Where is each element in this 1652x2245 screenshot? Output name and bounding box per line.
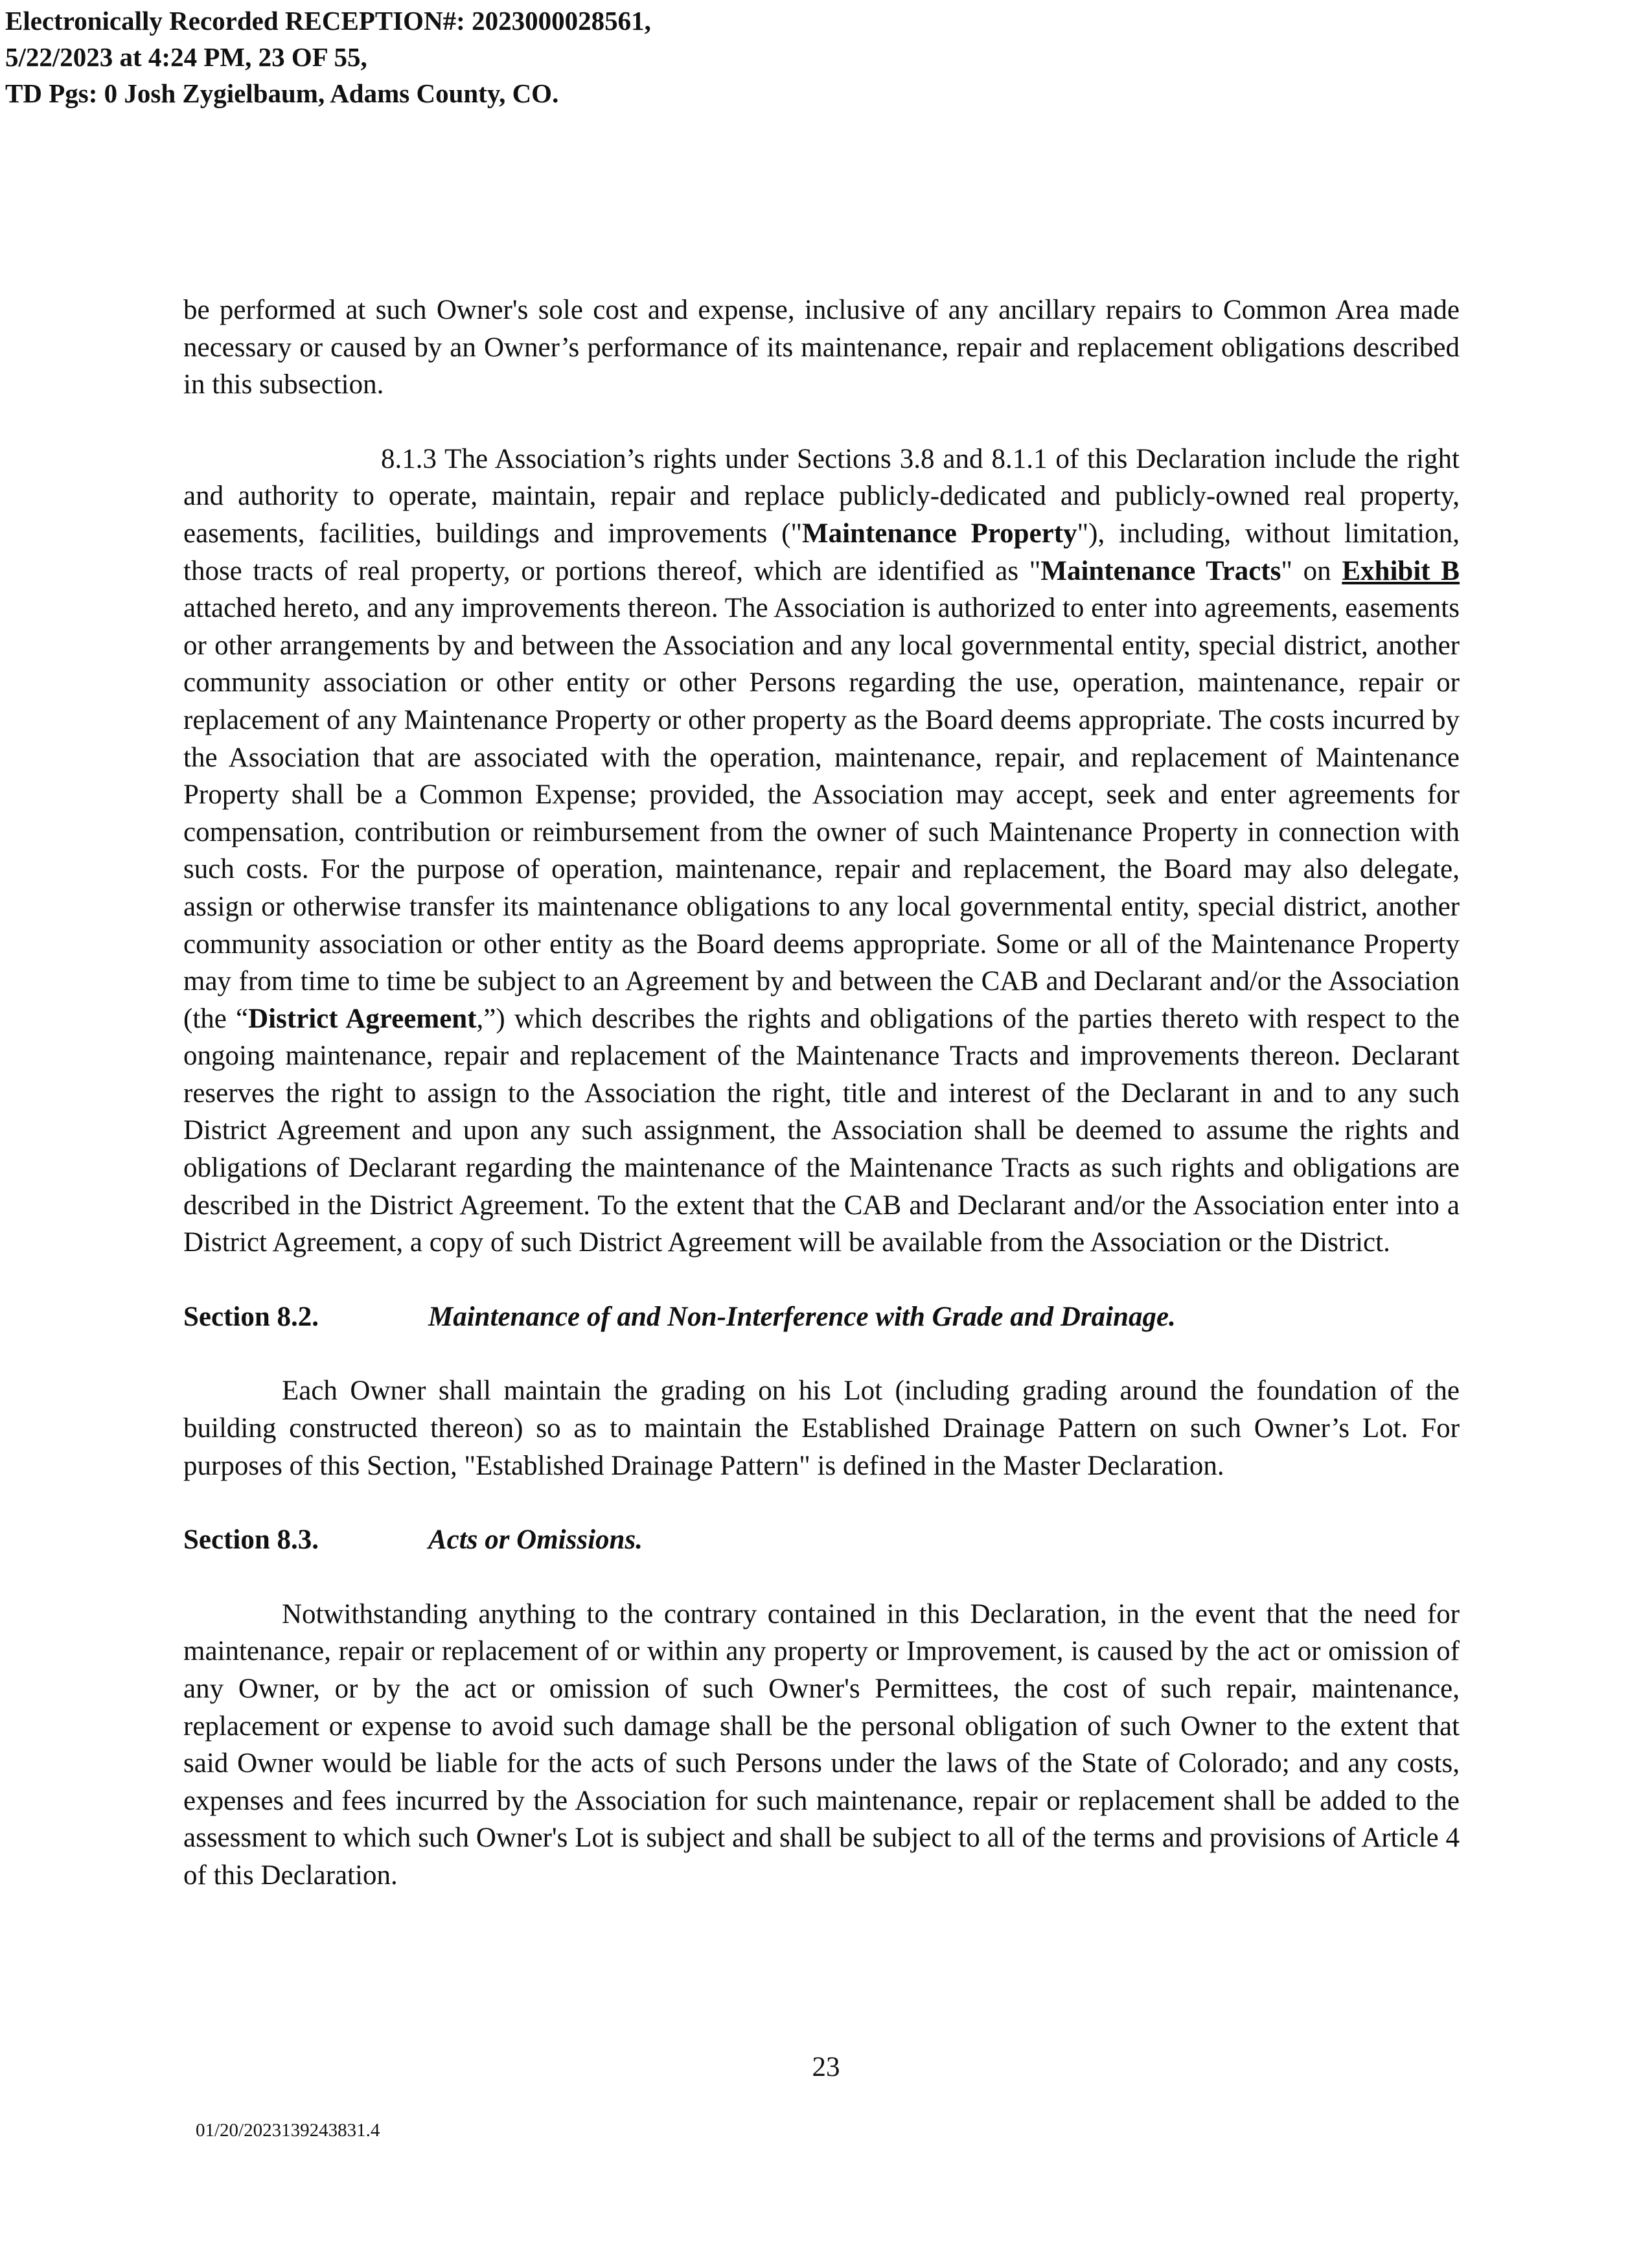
paragraph-8-1-3-text-3: " on — [1281, 555, 1342, 586]
section-8-3-number: Section 8.3. — [183, 1525, 319, 1556]
section-8-3-title: Acts or Omissions. — [428, 1525, 643, 1556]
section-8-2-paragraph: Each Owner shall maintain the grading on his Lot (including grading around the foundation of the building constructed thereon) so as to maintain the Established Drainage Pattern on such Owner’s Lot. For purposes of this Section, "Established Drainage Pattern" is defined in the Master Declaration. — [183, 1376, 1460, 1481]
section-8-2-title: Maintenance of and Non-Interference with Grade and Drainage. — [428, 1301, 1176, 1332]
paragraph-8-1-3-text-2: "), including, without limitation, those tracts of real property, or portions thereof, which are identified as " — [183, 518, 1460, 586]
recording-stamp — [5, 3, 651, 111]
page-number: 23 — [812, 2052, 840, 2082]
exhibit-b-reference: Exhibit B — [1342, 555, 1460, 586]
document-body — [183, 292, 1460, 1931]
recording-stamp-line-1: Electronically Recorded RECEPTION#: 2023000028561, — [5, 6, 651, 36]
recording-stamp-line-3: TD Pgs: 0 Josh Zygielbaum, Adams County, CO. — [5, 78, 559, 108]
section-8-2-heading — [183, 1298, 1460, 1336]
document-id: 01/20/2023139243831.4 — [196, 2120, 380, 2141]
paragraph-8-1-3-text-5: ,”) which describes the rights and obligations of the parties thereto with respect to the ongoing maintenance, repair and replacement of the Maintenance Tracts and improvements thereon. Declarant reserves the right to assign to the Association the right, title and interest of the Declarant in and to any such District Agreement and upon any such assignment, the Association shall be deemed to assume the rights and obligations of Declarant regarding the maintenance of the Maintenance Tracts as such rights and obligations are described in the District Agreement. To the extent that the CAB and Declarant and/or the Association enter into a District Agreement, a copy of such District Agreement will be available from the Association or the District. — [183, 1003, 1460, 1258]
section-8-2-number: Section 8.2. — [183, 1301, 319, 1332]
recording-stamp-line-2: 5/22/2023 at 4:24 PM, 23 OF 55, — [5, 42, 367, 72]
term-district-agreement: District Agreement — [248, 1003, 477, 1034]
paragraph-8-1-3-text-1: 8.1.3 The Association’s rights under Sections 3.8 and 8.1.1 of this Declaration include the right and authority to operate, maintain, repair and replace publicly-dedicated and publicly-owned real property, easements, facilities, buildings and improvements (" — [183, 443, 1460, 549]
section-8-3-heading — [183, 1521, 1460, 1559]
paragraph-8-1-3 — [183, 441, 1460, 1261]
term-maintenance-property: Maintenance Property — [802, 518, 1077, 549]
continued-paragraph: be performed at such Owner's sole cost and expense, inclusive of any ancillary repairs to Common Area made necessary or caused by an Owner’s performance of its maintenance, repair and replacement obligations described in this subsection. — [183, 295, 1460, 400]
section-8-3-paragraph: Notwithstanding anything to the contrary contained in this Declaration, in the event that the need for maintenance, repair or replacement of or within any property or Improvement, is caused by the act or omission of any Owner, or by the act or omission of such Owner's Permittees, the cost of such repair, maintenance, replacement or expense to avoid such damage shall be the personal obligation of such Owner to the extent that said Owner would be liable for the acts of such Persons under the laws of the State of Colorado; and any costs, expenses and fees incurred by the Association for such maintenance, repair or replacement shall be added to the assessment to which such Owner's Lot is subject and shall be subject to all of the terms and provisions of Article 4 of this Declaration. — [183, 1598, 1460, 1891]
paragraph-8-1-3-text-4: attached hereto, and any improvements thereon. The Association is authorized to enter into agreements, easements or other arrangements by and between the Association and any local governmental entity, special district, another community association or other entity or other Persons regarding the use, operation, maintenance, repair or replacement of any Maintenance Property or other property as the Board deems appropriate. The costs incurred by the Association that are associated with the operation, maintenance, repair, and replacement of Maintenance Property shall be a Common Expense; provided, the Association may accept, seek and enter agreements for compensation, contribution or reimbursement from the owner of such Maintenance Property in connection with such costs. For the purpose of operation, maintenance, repair and replacement, the Board may also delegate, assign or otherwise transfer its maintenance obligations to any local governmental entity, special district, another community association or other entity as the Board deems appropriate. Some or all of the Maintenance Property may from time to time be subject to an Agreement by and between the CAB and Declarant and/or the Association (the “ — [183, 593, 1460, 1034]
term-maintenance-tracts: Maintenance Tracts — [1040, 555, 1281, 586]
